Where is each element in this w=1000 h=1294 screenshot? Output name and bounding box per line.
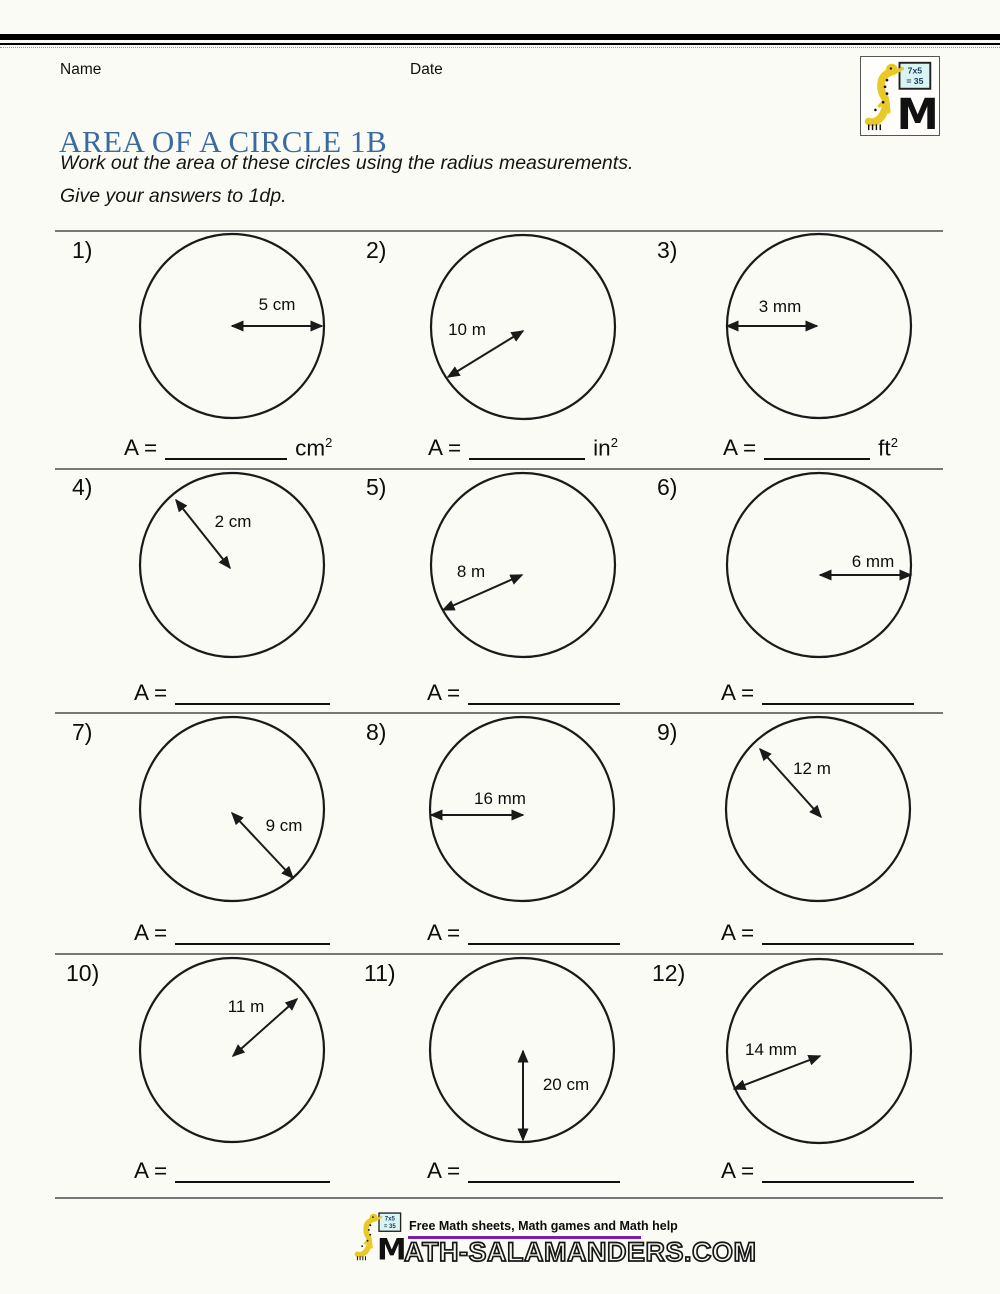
- answer-row-8: [427, 918, 620, 945]
- measurement-label-3: 3 mm: [758, 297, 802, 316]
- problem-number-8: 8): [366, 719, 387, 745]
- instruction-line-2: Give your answers to 1dp.: [60, 185, 287, 207]
- circle-figure-1: [132, 226, 332, 426]
- footer-letter-m: M: [376, 1232, 406, 1263]
- answer-row-5: [427, 678, 620, 705]
- problem-number-12: 12): [652, 960, 686, 986]
- measurement-label-5: 8 m: [456, 562, 486, 581]
- circle-figure-9: [718, 709, 918, 909]
- answer-prefix-4: A =: [134, 680, 168, 706]
- unit-text-2: in: [593, 435, 611, 461]
- answer-blank-10[interactable]: [175, 1156, 330, 1183]
- answer-blank-3[interactable]: [764, 433, 870, 460]
- logo-board-line1: 7x5: [907, 65, 923, 76]
- answer-row-7: [134, 918, 330, 945]
- logo-letter-m: M: [896, 90, 938, 134]
- problem-number-4: 4): [72, 474, 93, 500]
- unit-text-1: cm: [295, 435, 326, 461]
- circle-figure-11: [422, 950, 622, 1150]
- answer-row-2: [428, 433, 618, 460]
- answer-blank-5[interactable]: [468, 678, 620, 705]
- problem-number-11: 11): [364, 960, 396, 986]
- circle-figure-7: [132, 709, 332, 909]
- answer-row-6: [721, 678, 914, 705]
- circle-figure-5: [423, 465, 623, 665]
- answer-blank-2[interactable]: [469, 433, 585, 460]
- measurement-label-10: 11 m: [227, 997, 265, 1016]
- unit-exponent-2: 2: [610, 434, 618, 450]
- measurement-label-4: 2 cm: [214, 512, 252, 531]
- circle-figure-4: [132, 465, 332, 665]
- problem-number-7: 7): [72, 719, 93, 745]
- answer-row-10: [134, 1156, 330, 1183]
- measurement-label-12: 14 mm: [745, 1040, 797, 1059]
- answer-prefix-10: A =: [134, 1158, 168, 1184]
- answer-unit-3: [878, 436, 898, 460]
- answer-unit-2: [593, 436, 618, 460]
- measurement-label-8: 16 mm: [474, 789, 526, 808]
- answer-prefix-3: A =: [723, 435, 757, 461]
- measurement-label-11: 20 cm: [542, 1075, 590, 1094]
- logo-board-line2: = 35: [906, 75, 924, 86]
- problem-number-5: 5): [366, 474, 387, 500]
- footer-board-line2: = 35: [383, 1223, 396, 1230]
- problem-number-6: 6): [657, 474, 678, 500]
- answer-blank-12[interactable]: [762, 1156, 914, 1183]
- problem-number-9: 9): [657, 719, 678, 745]
- top-rule-dotted: [0, 47, 1000, 48]
- measurement-label-1: 5 cm: [258, 295, 296, 314]
- answer-prefix-11: A =: [427, 1158, 461, 1184]
- footer-site-text: ATH-SALAMANDERS.COM: [404, 1237, 757, 1267]
- circle-figure-8: [422, 709, 622, 909]
- answer-blank-7[interactable]: [175, 918, 330, 945]
- row-separator: [55, 1197, 943, 1199]
- top-rule-thin: [0, 43, 1000, 45]
- circle-figure-3: [719, 226, 919, 426]
- unit-exponent-1: 2: [325, 434, 333, 450]
- measurement-label-9: 12 m: [793, 759, 831, 778]
- footer-salamander-graphic: [352, 1209, 406, 1263]
- answer-blank-6[interactable]: [762, 678, 914, 705]
- top-rule-thick: [0, 34, 1000, 40]
- problem-number-2: 2): [366, 237, 387, 263]
- answer-prefix-2: A =: [428, 435, 462, 461]
- problem-number-3: 3): [657, 237, 678, 263]
- answer-row-12: [721, 1156, 914, 1183]
- problem-number-1: 1): [72, 237, 93, 263]
- date-label: Date: [410, 61, 443, 78]
- problem-number-10: 10): [66, 960, 100, 986]
- answer-prefix-7: A =: [134, 920, 168, 946]
- answer-row-9: [721, 918, 914, 945]
- answer-unit-1: [295, 436, 332, 460]
- footer-logo: [352, 1209, 406, 1268]
- answer-prefix-12: A =: [721, 1158, 755, 1184]
- radius-arrow-4: [176, 500, 230, 568]
- circle-figure-10: [132, 950, 332, 1150]
- answer-blank-4[interactable]: [175, 678, 330, 705]
- footer-board-line1: 7x5: [384, 1216, 395, 1223]
- measurement-label-7: 9 cm: [265, 816, 303, 835]
- unit-exponent-3: 2: [890, 434, 898, 450]
- answer-prefix-5: A =: [427, 680, 461, 706]
- answer-row-11: [427, 1156, 620, 1183]
- answer-prefix-1: A =: [124, 435, 158, 461]
- answer-row-1: [124, 433, 332, 460]
- radius-arrow-12: [734, 1056, 820, 1089]
- footer-tagline: Free Math sheets, Math games and Math help: [409, 1219, 678, 1233]
- answer-prefix-9: A =: [721, 920, 755, 946]
- unit-text-3: ft: [878, 435, 891, 461]
- answer-row-3: [723, 433, 898, 460]
- site-logo: [860, 56, 940, 136]
- measurement-label-6: 6 mm: [851, 552, 895, 571]
- instruction-line-1: Work out the area of these circles using the radius measurements.: [60, 152, 634, 174]
- answer-prefix-6: A =: [721, 680, 755, 706]
- page-title: AREA OF A CIRCLE 1B: [59, 123, 388, 159]
- measurement-label-2: 10 m: [448, 320, 486, 339]
- answer-blank-8[interactable]: [468, 918, 620, 945]
- answer-row-4: [134, 678, 330, 705]
- answer-prefix-8: A =: [427, 920, 461, 946]
- answer-blank-1[interactable]: [165, 433, 287, 460]
- answer-blank-11[interactable]: [468, 1156, 620, 1183]
- name-label: Name: [60, 61, 102, 78]
- answer-blank-9[interactable]: [762, 918, 914, 945]
- salamander-logo-graphic: [861, 57, 938, 134]
